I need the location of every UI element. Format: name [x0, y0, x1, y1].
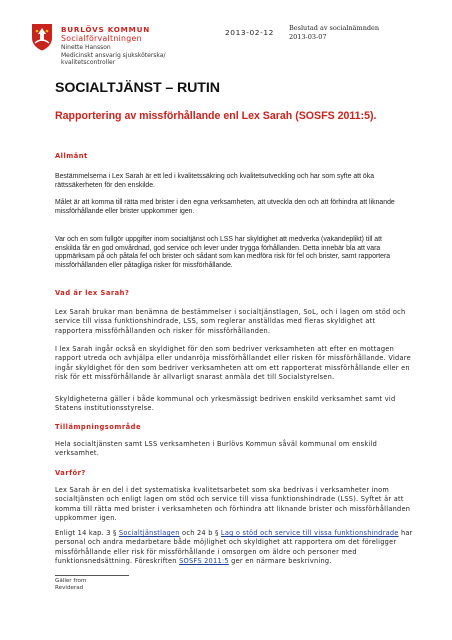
person-line: Ninette Hansson [61, 44, 111, 51]
department-name: Socialförvaltningen [61, 34, 142, 43]
paragraph: Lex Sarah är en del i det systematiska kvalitetsarbetet som ska bedrivas i verksamheter inom socialtjänsten och enligt lagen om stöd och service till vissa funktionshindrade (LSS). Syftet är att komma till rätta med brister i verksamheten och förhindra att liknande brister och missförhållanden uppkommer igen. [55, 486, 411, 522]
paragraph: Var och en som fullgör uppgifter inom socialtjänst och LSS har skyldighet att medverka (vakandeplikt) till att enskilda får en god omvårdnad, god service och lever under trygga förhållanden. Detta innebär bla att vara uppmärksam på och påtala fel och brister och sådant som kan medföra risk för fel och brister, samt rapportera missförhållanden eller påtagliga risker för missförhållande. [55, 236, 391, 269]
person-line: kvalitetscontroller [61, 59, 116, 67]
document-title: SOCIALTJÄNST – RUTIN [55, 80, 220, 96]
link-sosfs[interactable]: SOSFS 2011:5 [179, 556, 229, 565]
link-socialtjanstlagen[interactable]: Socialtjänstlagen [118, 529, 180, 537]
paragraph: Lex Sarah brukar man benämna de bestämmelser i socialtjänstlagen, SoL, och i lagen om stöd och service till vissa funktionshindrade, LSS, som reglerar anställdas med fleras skyldighet att rapportera missförhållanden och risker för missförhållanden. [55, 308, 406, 335]
footer-valid-from: Gäller from [55, 578, 87, 584]
text-span: har personal och andra medarbetare både möjlighet och skyldighet att rapportera om det föreligger missförhållande eller risk för missförhållande i omsorgen om äldre och personer med funktionsnedsättning. Föreskriften [55, 529, 413, 565]
text-span: ger en närmare beskrivning. [228, 556, 332, 565]
decision-date: 2013-03-07 [289, 33, 327, 41]
section-heading-varfor: Varför? [55, 469, 86, 477]
org-name: BURLÖVS KOMMUN [61, 25, 151, 34]
decision-block [289, 24, 379, 42]
section-heading-vad: Vad är lex Sarah? [55, 289, 130, 297]
decision-label: Beslutad av socialnämnden [289, 24, 380, 32]
section-heading-tillampning: Tillämpningsområde [55, 423, 141, 431]
person-line: Medicinskt ansvarig sjuksköterska/ [61, 51, 166, 59]
municipality-crest-logo [31, 23, 53, 51]
paragraph: Bestämmelserna i Lex Sarah är ett led i kvalitetssäkring och kvalitetsutveckling och har som syfte att öka rättssäkerheten för den enskilde. [55, 173, 375, 189]
text-span: och 24 b § [179, 529, 221, 537]
document-date: 2013-02-12 [225, 28, 274, 37]
paragraph: Målet är att komma till rätta med brister i den egna verksamheten, att utveckla den och att förhindra att liknande missförhållande eller brister uppkommer igen. [55, 199, 395, 215]
section-heading-allmant: Allmänt [55, 152, 88, 160]
paragraph: Hela socialtjänsten samt LSS verksamheten i Burlövs Kommun såväl kommunal om enskild verksamhet. [55, 440, 378, 458]
text-span: Enligt 14 kap. 3 § [55, 529, 119, 537]
footer-revised: Reviderad [55, 585, 84, 591]
link-lss[interactable]: Lag o stöd och service till vissa funktionshindrade [220, 529, 399, 537]
paragraph-with-links [55, 529, 415, 566]
organization-block [61, 25, 211, 67]
paragraph: I lex Sarah ingår också en skyldighet för den som bedriver verksamheten att efter en mottagen rapport utreda och avhjälpa eller undanröja missförhållandet eller risken för missförhållande. Vidare ingår skyldighet för den som bedriver verksamheten att om ett rapporterat missförhållande eller en risk för ett missförhållande är allvarligt snarast anmäla det till Socialstyrelsen. [55, 345, 411, 381]
document-subtitle: Rapportering av missförhållande enl Lex Sarah (SOSFS 2011:5). [55, 110, 377, 122]
paragraph: Skyldigheterna gäller i både kommunal och yrkesmässigt bedriven enskild verksamhet samt vid Statens institutionsstyrelse. [55, 395, 396, 413]
footer [55, 578, 86, 592]
footer-divider [55, 575, 129, 576]
